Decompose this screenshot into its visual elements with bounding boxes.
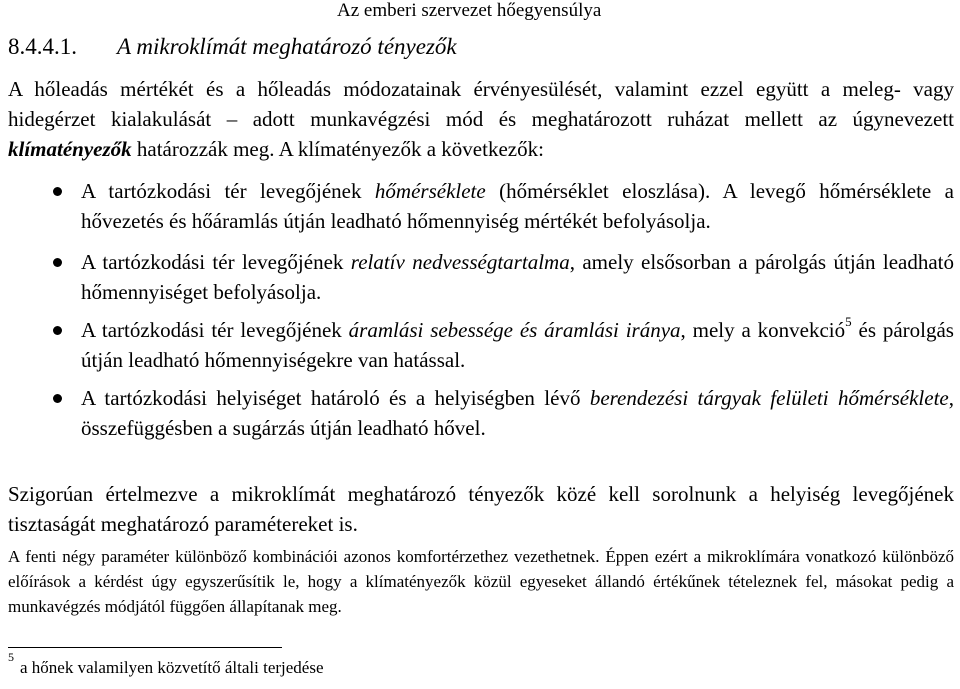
section-title: A mikroklímát meghatározó tényezők [117, 34, 457, 59]
footnote-mark: 5 [8, 650, 14, 665]
item-text-post: , amely elsősorban a párolgás útján leadható hőmennyiséget befolyásolja. [81, 250, 954, 304]
item-text-post: és párolgás útján leadható hőmennyiségekre van hatással. [81, 318, 954, 372]
bullet-icon [53, 326, 62, 335]
body-paragraph: Szigorúan értelmezve a mikroklímát meghatározó tényezők közé kell sorolnunk a helyiség levegőjének tisztaságát meghatározó paramétereket is. [8, 482, 954, 536]
section-heading [8, 33, 457, 61]
climate-factor-list [0, 176, 960, 452]
item-text-post: , összefüggésben a sugárzás útján leadható hővel. [81, 386, 954, 440]
item-text-pre: A tartózkodási helyiséget határoló és a helyiségben lévő [81, 386, 590, 410]
section-number: 8.4.4.1. [8, 34, 77, 59]
bullet-icon [53, 394, 62, 403]
item-text-pre: A tartózkodási tér levegőjének [81, 318, 349, 342]
footnote-reference[interactable]: 5 [845, 314, 852, 329]
item-text-emphasis: relatív nedvességtartalma [350, 250, 570, 274]
item-text-pre: A tartózkodási tér levegőjének [81, 179, 375, 203]
list-item [0, 176, 954, 236]
intro-text-part2: határozzák meg. A klímatényezők a következők: [131, 137, 544, 161]
item-text-pre: A tartózkodási tér levegőjének [81, 250, 351, 274]
intro-text-part1: A hőleadás mértékét és a hőleadás módozatainak érvényesülését, valamint ezzel együtt a meleg- vagy hidegérzet kialakulását – adott munkavégzési mód és meghatározott ruházat mellett az úgynevezett [8, 77, 954, 131]
body-paragraph-small: A fenti négy paraméter különböző kombinációi azonos komfortérzethez vezethetnek. Éppen ezért a mikroklímára vonatkozó különböző előírások a kérdést úgy egyszerűsítik le, hogy a klímatényezők közül egyeseket állandó értékűnek tételeznek fel, másokat pedig a munkavégzés módjától függően állapítanak meg. [8, 547, 954, 616]
item-text-post: , mely a konvekció [680, 318, 846, 342]
list-item [0, 383, 954, 443]
running-header: Az emberi szervezet hőegyensúlya [337, 0, 602, 21]
bullet-icon [53, 258, 62, 267]
item-text-post: (hőmérséklet eloszlása). A levegő hőmérséklete a hővezetés és hőáramlás útján leadható hőmennyiség mértékét befolyásolja. [81, 179, 954, 233]
intro-paragraph [8, 74, 954, 164]
footnote-divider [8, 647, 282, 648]
bullet-icon [53, 187, 62, 196]
footnote-text: a hőnek valamilyen közvetítő általi terjedése [20, 658, 324, 677]
item-text-emphasis: berendezési tárgyak felületi hőmérséklete [589, 386, 949, 410]
list-item [0, 247, 954, 307]
item-text-emphasis: áramlási sebessége és áramlási iránya [348, 318, 681, 342]
item-text-emphasis: hőmérséklete [374, 179, 486, 203]
intro-term: klímatényezők [8, 137, 132, 161]
footnote [8, 650, 324, 679]
list-item [0, 315, 954, 375]
